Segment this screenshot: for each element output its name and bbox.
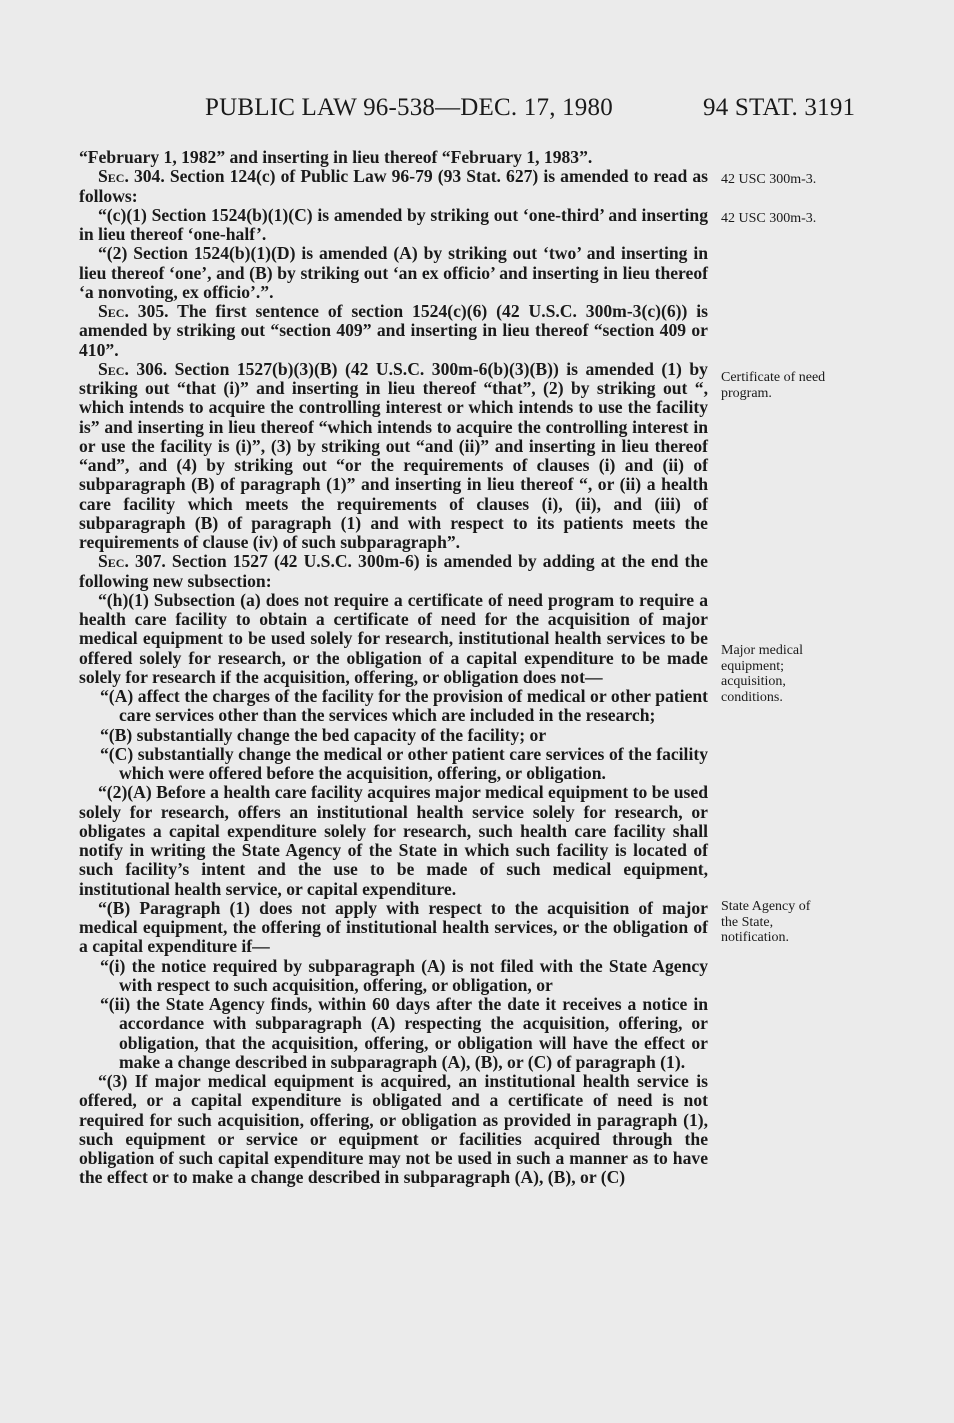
margin-note-usc-1: 42 USC 300m-3.	[721, 172, 817, 187]
section-306: Sec. 306. Section 1527(b)(3)(B) (42 U.S.C. 300m-6(b)(3)(B)) is amended (1) by striking out “that (i)” and inserting in lieu thereof “that”, (2) by striking out “, which intends to acquire the controlling interest or which intends to use the facility is” and inserting in lieu thereof “which intends to acquire the controlling interest in or use the facility is (i)”, (3) by striking out “and (ii)” and inserting in lieu thereof “and”, and (4) by striking out “or the requirements of clauses (i) and (ii) of subparagraph (B) of paragraph (1)” and inserting in lieu thereof “, or (ii) a health care facility which meets the requirements of clauses (i), (ii), and (iii) of subparagraph (B) of paragraph (1) and with respect to its patients meets the requirements of clause (iv) of such subparagraph”.	[79, 358, 708, 552]
paragraph: “(2) Section 1524(b)(1)(D) is amended (A) by striking out ‘two’ and inserting in lieu thereof ‘one’, and (B) by striking out ‘an ex officio’ and inserting in lieu thereof ‘a nonvoting, ex officio’.”.	[79, 243, 708, 302]
paragraph: “(c)(1) Section 1524(b)(1)(C) is amended by striking out ‘one-third’ and inserting in lieu thereof ‘one-half’.	[79, 204, 708, 244]
margin-note-state-agency: State Agency of the State, notification.	[721, 899, 811, 946]
clause: “(i) the notice required by subparagraph (A) is not filed with the State Agency with respect to such acquisition, offering, or obligation, or	[100, 955, 708, 995]
paragraph: “(3) If major medical equipment is acquired, an institutional health service is offered, or a capital expenditure is obligated and a certificate of need is not required for such acquisition, offering, or obligation as provided in paragraph (1), such equipment or service or equipment or facilities acquired through the obligation of such capital expenditure may not be used in such a manner as to have the effect or to make a change described in subparagraph (A), (B), or (C)	[79, 1071, 708, 1188]
margin-note-certificate: Certificate of need program.	[721, 370, 826, 401]
margin-note-usc-2: 42 USC 300m-3.	[721, 211, 817, 226]
paragraph: “(h)(1) Subsection (a) does not require a certificate of need program to require a health care facility to obtain a certificate of need for the acquisition of major medical equipment to be used solely for research, institutional health services to be offered solely for research, or the obligation of a capital expenditure to be made solely for research if the acquisition, offering, or obligation does not—	[79, 589, 708, 687]
statute-body	[79, 148, 708, 1188]
section-305: Sec. 305. The first sentence of section 1524(c)(6) (42 U.S.C. 300m-3(c)(6)) is amended by striking out “section 409” and inserting in lieu thereof “section 409 or 410”.	[79, 301, 708, 360]
section-307: Sec. 307. Section 1527 (42 U.S.C. 300m-6) is amended by adding at the end the following new subsection:	[79, 551, 708, 591]
page-header	[0, 94, 954, 134]
clause: “(ii) the State Agency finds, within 60 days after the date it receives a notice in accordance with subparagraph (A) respecting the acquisition, offering, or obligation, that the acquisition, offering, or obligation will have the effect or make a change described in subparagraph (A), (B), or (C) of paragraph (1).	[100, 994, 708, 1072]
clause: “(A) affect the charges of the facility for the provision of medical or other patient care services other than the services which are included in the research;	[100, 686, 708, 726]
section-304: Sec. 304. Section 124(c) of Public Law 96-79 (93 Stat. 627) is amended to read as follows:	[79, 166, 708, 206]
clause: “(C) substantially change the medical or other patient care services of the facility which were offered before the acquisition, offering, or obligation.	[100, 743, 708, 783]
paragraph: “(B) Paragraph (1) does not apply with respect to the acquisition of major medical equipment, the offering of institutional health services, or the obligation of a capital expenditure if—	[79, 897, 708, 957]
clause: “(B) substantially change the bed capacity of the facility; or	[100, 724, 547, 745]
paragraph: “(2)(A) Before a health care facility acquires major medical equipment to be used solely for research, offers an institutional health service solely for research, or obligates a capital expenditure solely for research, such health care facility shall notify in writing the State Agency of the State in which such facility is located of such facility’s intent and the use to be made of such medical equipment, institutional health service, or capital expenditure.	[79, 782, 708, 899]
margin-note-major-equipment: Major medical equipment; acquisition, conditions.	[721, 643, 804, 705]
statute-page-number: 94 STAT. 3191	[703, 94, 856, 121]
public-law-header: PUBLIC LAW 96-538—DEC. 17, 1980	[205, 94, 613, 121]
paragraph: “February 1, 1982” and inserting in lieu thereof “February 1, 1983”.	[79, 147, 593, 167]
